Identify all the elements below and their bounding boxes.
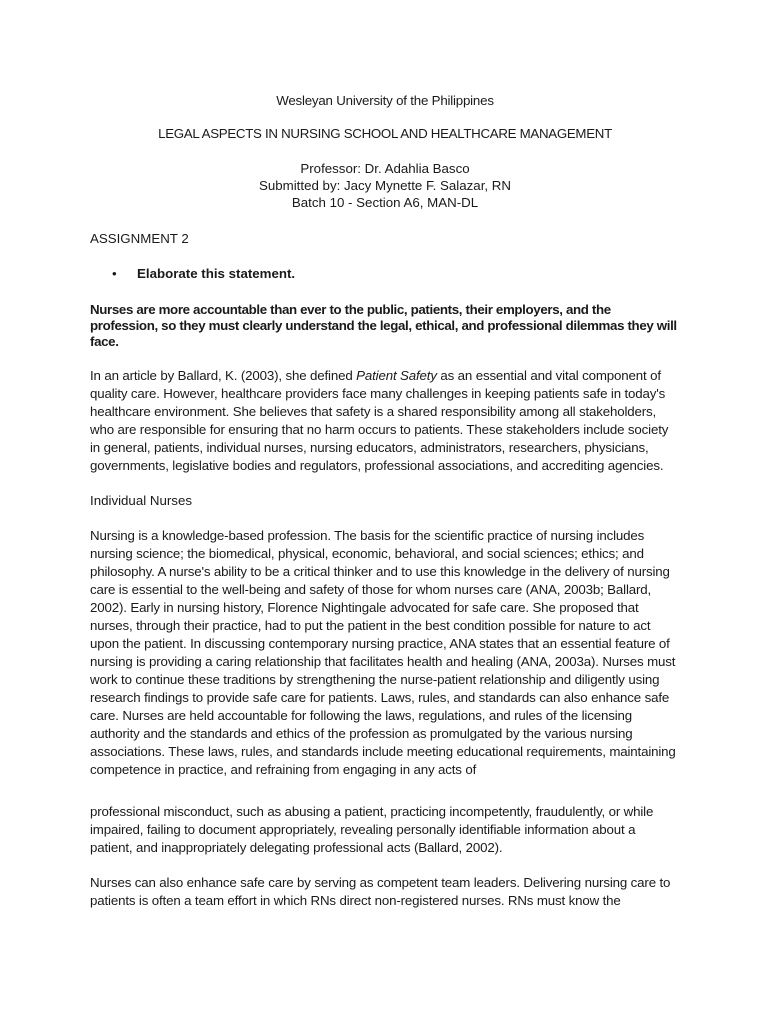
course-title: LEGAL ASPECTS IN NURSING SCHOOL AND HEALTHCARE MANAGEMENT [158, 126, 612, 141]
paragraph-1-rest: as an essential and vital component of quality care. However, healthcare providers face many challenges in keeping patients safe in today's healthcare environment. She believes that safety is a shared responsibility among all stakeholders, who are responsible for ensuring that no harm occurs to patients. These stakeholders include society in general, patients, individual nurses, nursing educators, administrators, researchers, physicians, governments, legislative bodies and regulators, professional associations, and accrediting agencies. [90, 368, 669, 473]
university-name: Wesleyan University of the Philippines [276, 93, 494, 108]
batch-line: Batch 10 - Section A6, MAN-DL [291, 195, 479, 210]
document-header [90, 92, 680, 143]
paragraph-team-leaders: Nurses can also enhance safe care by serving as competent team leaders. Delivering nursing care to patients is often a team effort in which RNs direct non-registered nurses. RNs must know the [90, 875, 671, 908]
paragraph-patient-safety [90, 367, 680, 475]
patient-safety-term: Patient Safety [356, 368, 437, 383]
bullet-icon: • [112, 266, 117, 281]
assignment-title: ASSIGNMENT 2 [90, 231, 189, 246]
statement-text: Nurses are more accountable than ever to the public, patients, their employers, and the profession, so they must clearly understand the legal, ethical, and professional dilemmas they will face. [90, 302, 677, 349]
section-heading-individual-nurses: Individual Nurses [90, 493, 192, 508]
instruction-bullet [90, 265, 680, 283]
instruction-text: Elaborate this statement. [137, 266, 296, 281]
submitted-by-line: Submitted by: Jacy Mynette F. Salazar, RN [258, 178, 511, 193]
professor-line: Professor: Dr. Adahlia Basco [300, 161, 470, 176]
submission-info [90, 160, 680, 211]
paragraph-misconduct: professional misconduct, such as abusing a patient, practicing incompetently, fraudulently, or while impaired, failing to document appropriately, revealing personally identifiable information about a patient, and inappropriately delegating professional acts (Ballard, 2002). [90, 804, 654, 855]
paragraph-knowledge-based: Nursing is a knowledge-based profession. The basis for the scientific practice of nursing includes nursing science; the biomedical, physical, economic, behavioral, and social sciences; ethics; and philosophy. A nurse's ability to be a critical thinker and to use this knowledge in the delivery of nursing care is essential to the well-being and safety of those for whom nurses care (ANA, 2003b; Ballard, 2002). Early in nursing history, Florence Nightingale advocated for safe care. She proposed that nurses, through their practice, had to put the patient in the best condition possible for nature to act upon the patient. In discussing contemporary nursing practice, ANA states that an essential feature of nursing is providing a caring relationship that facilitates health and healing (ANA, 2003a). Nurses must work to continue these traditions by strengthening the nurse-patient relationship and diligently using research findings to provide safe care for patients. Laws, rules, and standards can also enhance safe care. Nurses are held accountable for following the laws, regulations, and rules of the licensing authority and the standards and ethics of the profession as promulgated by the various nursing associations. These laws, rules, and standards include meeting educational requirements, maintaining competence in practice, and refraining from engaging in any acts of [90, 528, 676, 777]
document-content [90, 92, 680, 910]
paragraph-1-intro: In an article by Ballard, K. (2003), she defined [90, 368, 357, 383]
